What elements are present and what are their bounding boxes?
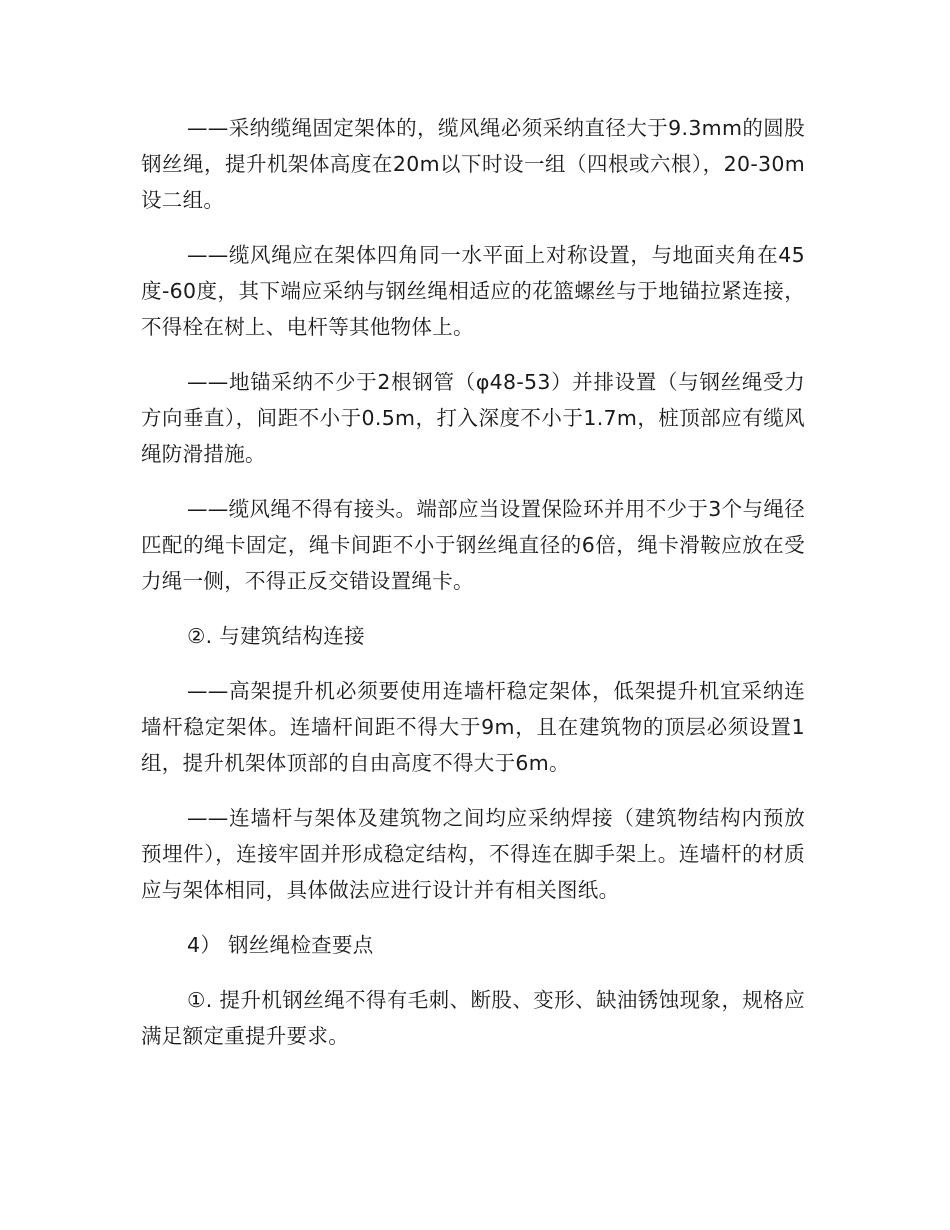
paragraph-guy-rope-spec: ——采纳缆绳固定架体的，缆风绳必须采纳直径大于9.3mm的圆股钢丝绳，提升机架体高度在20m以下时设一组（四根或六根），20-30m设二组。 (141, 116, 805, 212)
document-body (141, 110, 805, 1073)
paragraph-guy-rope-joints: ——缆风绳不得有接头。端部应当设置保险环并用不少于3个与绳径匹配的绳卡固定，绳卡间距不小于钢丝绳直径的6倍，绳卡滑鞍应放在受力绳一侧，不得正反交错设置绳卡。 (141, 497, 805, 593)
paragraph-wall-tie-usage: ——高架提升机必须要使用连墙杆稳定架体，低架提升机宜采纳连墙杆稳定架体。连墙杆间距不得大于9m，且在建筑物的顶层必须设置1组，提升机架体顶部的自由高度不得大于6m。 (141, 679, 805, 775)
section-heading-wire-rope-check: 4） 钢丝绳检查要点 (187, 933, 374, 957)
paragraph-wire-rope-condition: ①. 提升机钢丝绳不得有毛刺、断股、变形、缺油锈蚀现象，规格应满足额定重提升要求。 (141, 988, 805, 1048)
paragraph-wall-tie-welding: ——连墙杆与架体及建筑物之间均应采纳焊接（建筑物结构内预放预埋件），连接牢固并形成稳定结构，不得连在脚手架上。连墙杆的材质应与架体相同，具体做法应进行设计并有相关图纸。 (141, 806, 805, 902)
paragraph-ground-anchor: ——地锚采纳不少于2根钢管（φ48-53）并排设置（与钢丝绳受力方向垂直），间距不小于0.5m，打入深度不小于1.7m，桩顶部应有缆风绳防滑措施。 (141, 370, 805, 466)
paragraph-guy-rope-placement: ——缆风绳应在架体四角同一水平面上对称设置，与地面夹角在45度-60度，其下端应采纳与钢丝绳相适应的花篮螺丝与于地锚拉紧连接，不得栓在树上、电杆等其他物体上。 (141, 243, 805, 339)
section-heading-building-connection: ②. 与建筑结构连接 (187, 624, 365, 648)
